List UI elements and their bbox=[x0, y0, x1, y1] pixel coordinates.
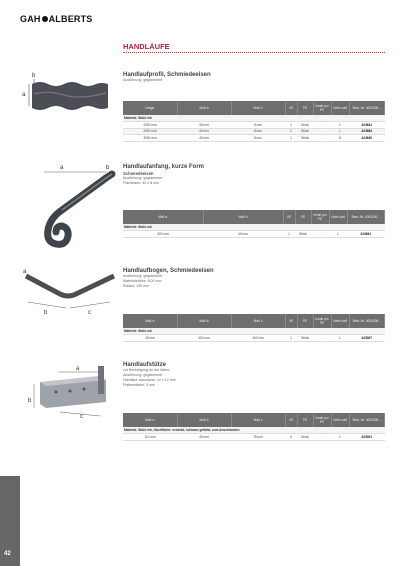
table-row: 110 mm 40 mm 78 mm 5 Stück - L 423001 bbox=[123, 434, 385, 441]
material-row: Material: Stahl roh, Oberfläche: verzinkt, schwarz gefärbt, zum Anschrauben bbox=[123, 427, 385, 434]
product-handlaufbogen: Handlaufbogen, Schmiedeeisen Ausführung: geglammert Materialstärke: 8,00 mm Radius: 150 mm bbox=[123, 268, 385, 289]
product-table-2: Maß a Maß b VE PE Inhalt pro PE Liefer-zeit Best.-Nr. 4004336... Material: Stahl roh 300 mm 40 mm 1 Stück - L 423691 bbox=[123, 210, 385, 238]
dim-label-b: b bbox=[28, 398, 32, 404]
table-row: 2000 mm 35 mm 8 mm 1 Stück - L 424641 bbox=[123, 122, 385, 129]
handrail-start-image bbox=[20, 162, 116, 254]
dim-label-a: a bbox=[76, 366, 80, 372]
product-handlaufstuetze: Handlaufstütze zur Befestigung an der Wand Ausführung: geglammert Handlauf-Anschluss: 12 x 12 mm Plattenstärke: 5 mm bbox=[123, 362, 385, 388]
page-number: 42 bbox=[4, 551, 11, 557]
dim-label-b: b bbox=[32, 73, 36, 79]
product-table-3: Maß a Maß b Maß c VE PE Inhalt pro PE Liefer-zeit Best.-Nr. 4004336... Material: Stahl roh 40 mm 400 mm 400 mm 1 Stück - L 423007 bbox=[123, 314, 385, 342]
product-handlaufprofil: Handlaufprofil, Schmiedeeisen Ausführung: geglammert bbox=[123, 72, 385, 83]
product-title: Handlaufanfang, kurze Form bbox=[123, 164, 205, 170]
product-handlaufanfang: Handlaufanfang, kurze Form Schmiedeeisen Ausführung: geglammert Flacheisen: 40 x 8 mm bbox=[123, 164, 385, 186]
table-row: 2000 mm 40 mm 8 mm 1 Stück - L 424664 bbox=[123, 128, 385, 135]
product-table-1: Länge Maß a Maß b VE PE Inhalt pro PE Liefer-zeit Best.-Nr. 4004336... Material: Stahl roh 2000 mm 35 mm 8 mm 1 Stück - L 424641 2000 mm 40 mm 8 mm 1 Stück - L 424664 3000 mm 40 mm 8 mm 1 Stück - S 424640 bbox=[123, 101, 385, 142]
product-title: Handlaufprofil, Schmiedeeisen bbox=[123, 72, 211, 78]
table-row: 3000 mm 40 mm 8 mm 1 Stück - S 424640 bbox=[123, 135, 385, 142]
section-title: HANDLÄUFE bbox=[123, 42, 170, 51]
product-title: Handlaufstütze bbox=[123, 362, 167, 368]
dim-label-b: b bbox=[44, 310, 48, 316]
section-title-rule bbox=[123, 52, 385, 53]
material-row: Material: Stahl roh bbox=[123, 224, 385, 231]
dim-label-b: b bbox=[106, 165, 110, 171]
table-row: 300 mm 40 mm 1 Stück - L 423691 bbox=[123, 231, 385, 238]
brand-logo: GAH ALBERTS bbox=[20, 14, 93, 24]
handrail-bracket-image bbox=[20, 362, 116, 424]
dim-label-a: a bbox=[23, 269, 27, 275]
product-subtitle: Schmiedeeisen bbox=[123, 171, 154, 176]
material-row: Material: Stahl roh bbox=[123, 328, 385, 335]
handrail-profile-image bbox=[20, 70, 108, 118]
material-row: Material: Stahl roh bbox=[123, 115, 385, 122]
product-table-4: Maß a Maß b Maß c VE PE Inhalt pro PE Liefer-zeit Best.-Nr. 4004336... Material: Stahl roh, Oberfläche: verzinkt, schwarz gefärbt, zum Anschrauben 110 mm 40 mm 78 mm 5 Stück - L 423001 bbox=[123, 413, 385, 441]
product-title: Handlaufbogen, Schmiedeeisen bbox=[123, 268, 214, 274]
dim-label-a: a bbox=[60, 165, 64, 171]
table-row: 40 mm 400 mm 400 mm 1 Stück - L 423007 bbox=[123, 335, 385, 342]
page-tab bbox=[0, 476, 20, 566]
logo-ball-icon bbox=[42, 16, 48, 22]
handrail-bend-image bbox=[20, 266, 116, 316]
dim-label-c: c bbox=[88, 310, 91, 316]
dim-label-a: a bbox=[22, 92, 26, 98]
dim-label-c: c bbox=[80, 414, 83, 420]
